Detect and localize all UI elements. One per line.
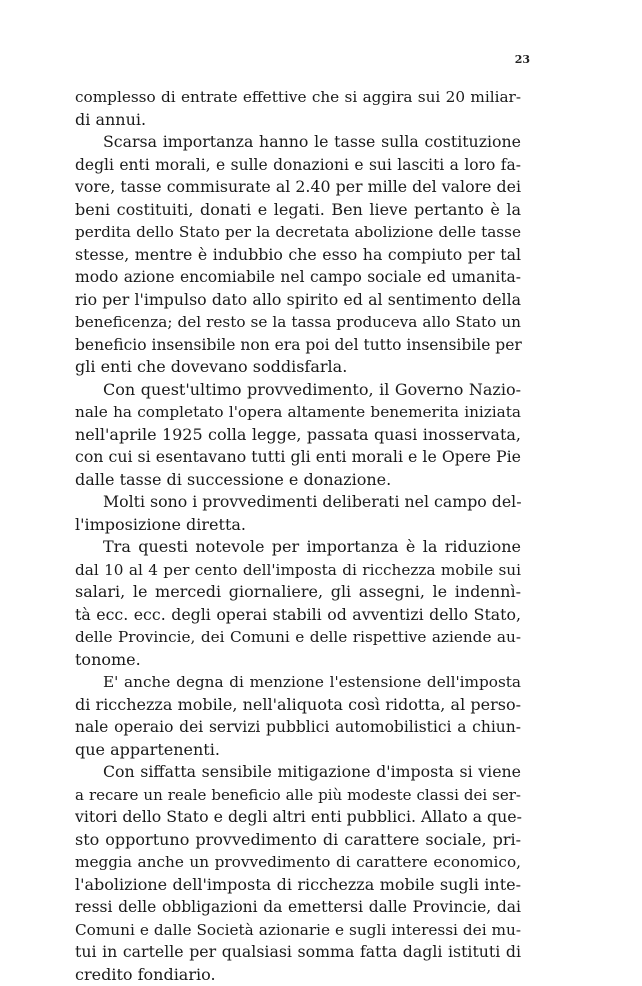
text-line: a recare un reale beneficio alle più modeste classi dei ser- <box>75 784 521 807</box>
text-line: stesse, mentre è indubbio che esso ha compiuto per tal <box>75 244 521 267</box>
text-line: di annui. <box>75 109 521 132</box>
text-line: con cui si esentavano tutti gli enti morali e le Opere Pie <box>75 446 521 469</box>
text-line: E' anche degna di menzione l'estensione dell'imposta <box>75 671 521 694</box>
text-line: meggia anche un provvedimento di carattere economico, <box>75 851 521 874</box>
text-line: dal 10 al 4 per cento dell'imposta di ricchezza mobile sui <box>75 559 521 582</box>
text-line: delle Provincie, dei Comuni e delle rispettive aziende au- <box>75 626 521 649</box>
text-line: beneficio insensibile non era poi del tutto insensibile per <box>75 334 521 357</box>
text-line: sto opportuno provvedimento di carattere sociale, pri- <box>75 829 521 852</box>
text-line: nale operaio dei servizi pubblici automobilistici a chiun- <box>75 716 521 739</box>
text-line: tui in cartelle per qualsiasi somma fatta dagli istituti di <box>75 941 521 964</box>
text-line: Scarsa importanza hanno le tasse sulla costituzione <box>75 131 521 154</box>
text-line: l'imposizione diretta. <box>75 514 521 537</box>
text-line: Tra questi notevole per importanza è la riduzione <box>75 536 521 559</box>
text-line: vitori dello Stato e degli altri enti pubblici. Allato a que- <box>75 806 521 829</box>
text-line: Comuni e dalle Società azionarie e sugli interessi dei mu- <box>75 919 521 942</box>
text-line: gli enti che dovevano soddisfarla. <box>75 356 521 379</box>
page-number: 23 <box>515 53 530 66</box>
text-line: Molti sono i provvedimenti deliberati nel campo del- <box>75 491 521 514</box>
text-line: credito fondiario. <box>75 964 521 986</box>
text-line: tonome. <box>75 649 521 672</box>
text-line: modo azione encomiabile nel campo sociale ed umanita- <box>75 266 521 289</box>
text-line: nale ha completato l'opera altamente benemerita iniziata <box>75 401 521 424</box>
text-line: Con siffatta sensibile mitigazione d'imposta si viene <box>75 761 521 784</box>
text-line: dalle tasse di successione e donazione. <box>75 469 521 492</box>
text-line: perdita dello Stato per la decretata abolizione delle tasse <box>75 221 521 244</box>
text-line: complesso di entrate effettive che si aggira sui 20 miliar- <box>75 86 521 109</box>
text-line: ressi delle obbligazioni da emettersi dalle Provincie, dai <box>75 896 521 919</box>
text-line: que appartenenti. <box>75 739 521 762</box>
text-line: tà ecc. ecc. degli operai stabili od avventizi dello Stato, <box>75 604 521 627</box>
text-line: vore, tasse commisurate al 2.40 per mille del valore dei <box>75 176 521 199</box>
text-line: salari, le mercedi giornaliere, gli assegni, le indennì- <box>75 581 521 604</box>
text-line: beneficenza; del resto se la tassa produceva allo Stato un <box>75 311 521 334</box>
text-line: beni costituiti, donati e legati. Ben lieve pertanto è la <box>75 199 521 222</box>
text-line: nell'aprile 1925 colla legge, passata quasi inosservata, <box>75 424 521 447</box>
text-line: Con quest'ultimo provvedimento, il Governo Nazio- <box>75 379 521 402</box>
body-text <box>75 86 521 986</box>
text-line: rio per l'impulso dato allo spirito ed al sentimento della <box>75 289 521 312</box>
text-line: l'abolizione dell'imposta di ricchezza mobile sugli inte- <box>75 874 521 897</box>
text-line: degli enti morali, e sulle donazioni e sui lasciti a loro fa- <box>75 154 521 177</box>
text-line: di ricchezza mobile, nell'aliquota così ridotta, al perso- <box>75 694 521 717</box>
